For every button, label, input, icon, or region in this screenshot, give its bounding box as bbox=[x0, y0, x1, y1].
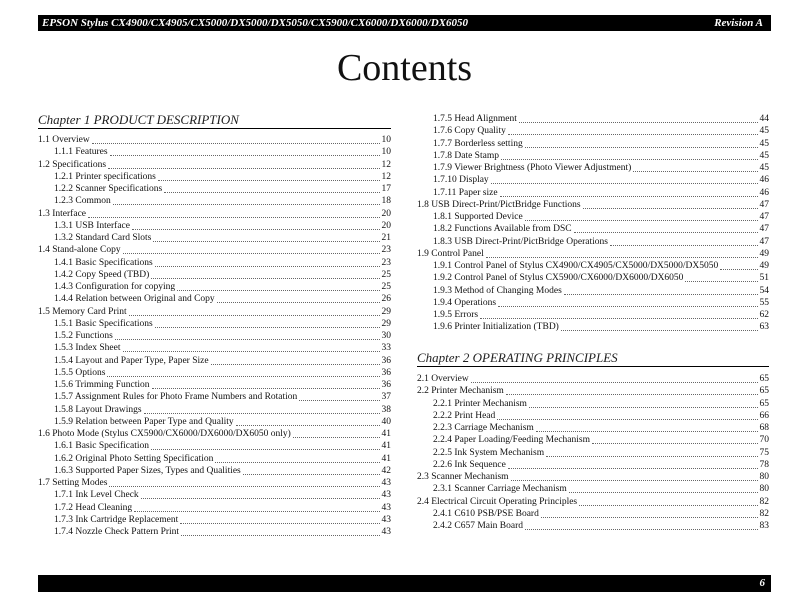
toc-entry-title: 1.8 USB Direct-Print/PictBridge Functions bbox=[417, 199, 581, 210]
toc-entry[interactable] bbox=[417, 223, 769, 235]
toc-entry-page: 68 bbox=[759, 423, 769, 433]
dot-leader bbox=[685, 272, 757, 282]
toc-entry-page: 25 bbox=[381, 282, 391, 292]
toc-entry-title: 2.4 Electrical Circuit Operating Principles bbox=[417, 496, 578, 507]
toc-entry-title: 1.6.3 Supported Paper Sizes, Types and Qualities bbox=[54, 465, 241, 476]
toc-entry-page: 43 bbox=[381, 502, 391, 513]
toc-entry[interactable] bbox=[417, 248, 769, 260]
toc-entry-title: 1.3 Interface bbox=[38, 208, 86, 219]
toc-entry-title: 1.6.2 Original Photo Setting Specification bbox=[54, 453, 214, 464]
toc-entry[interactable] bbox=[38, 489, 391, 501]
toc-entry[interactable] bbox=[417, 398, 769, 410]
toc-entry-page: 65 bbox=[759, 398, 769, 409]
dot-leader bbox=[500, 187, 758, 197]
toc-entry-page: 80 bbox=[759, 484, 769, 495]
toc-entry-title: 2.2.3 Carriage Mechanism bbox=[433, 423, 534, 433]
toc-entry[interactable] bbox=[417, 483, 769, 495]
toc-entry-page: 26 bbox=[381, 294, 391, 305]
toc-entry-page: 29 bbox=[381, 306, 391, 317]
toc-entry[interactable] bbox=[417, 496, 769, 508]
toc-entry[interactable] bbox=[417, 199, 769, 211]
toc-entry-page: 43 bbox=[381, 478, 391, 488]
toc-entry-page: 38 bbox=[381, 404, 391, 415]
toc-entry[interactable] bbox=[417, 174, 769, 186]
dot-leader bbox=[519, 113, 758, 123]
toc-entry[interactable] bbox=[417, 260, 769, 272]
toc-entry[interactable] bbox=[417, 471, 769, 483]
toc-entry[interactable] bbox=[417, 459, 769, 471]
dot-leader bbox=[243, 465, 380, 475]
toc-entry[interactable] bbox=[417, 520, 769, 532]
toc-entry[interactable] bbox=[417, 422, 769, 434]
toc-entry-title: 1.2 Specifications bbox=[38, 159, 107, 170]
header-bar bbox=[38, 15, 771, 31]
toc-entry-title: 1.4.1 Basic Specifications bbox=[54, 257, 153, 268]
toc-entry-page: 12 bbox=[381, 171, 391, 182]
dot-leader bbox=[92, 134, 380, 144]
toc-entry-page: 75 bbox=[759, 447, 769, 458]
toc-entry[interactable] bbox=[417, 434, 769, 446]
toc-entry-title: 2.1 Overview bbox=[417, 374, 469, 384]
toc-entry-title: 1.3.1 USB Interface bbox=[54, 220, 130, 231]
dot-leader bbox=[610, 236, 758, 246]
dot-leader bbox=[177, 281, 379, 291]
toc-entry-title: 2.2.4 Paper Loading/Feeding Mechanism bbox=[433, 435, 590, 446]
toc-entry-title: 1.4.2 Copy Speed (TBD) bbox=[54, 269, 150, 280]
toc-entry[interactable] bbox=[417, 187, 769, 199]
toc-entry-page: 18 bbox=[381, 196, 391, 207]
toc-entry[interactable] bbox=[38, 391, 391, 403]
toc-entry-title: 1.6 Photo Mode (Stylus CX5900/CX6000/DX6000/DX6050 only) bbox=[38, 429, 291, 439]
toc-entry-page: 44 bbox=[759, 114, 769, 124]
dot-leader bbox=[497, 410, 757, 420]
toc-entry-page: 51 bbox=[759, 273, 769, 284]
dot-leader bbox=[236, 416, 380, 426]
toc-entry-page: 36 bbox=[381, 380, 391, 390]
toc-entry[interactable] bbox=[38, 183, 391, 195]
dot-leader bbox=[113, 195, 380, 205]
toc-entry-page: 49 bbox=[759, 261, 769, 271]
chapter2-heading: Chapter 2 OPERATING PRINCIPLES bbox=[417, 350, 769, 367]
toc-entry-page: 45 bbox=[759, 163, 769, 173]
toc-entry[interactable] bbox=[38, 526, 391, 538]
toc-entry-page: 40 bbox=[381, 416, 391, 427]
toc-entry[interactable] bbox=[38, 293, 391, 305]
footer-bar bbox=[38, 575, 771, 592]
toc-entry-title: 1.9.4 Operations bbox=[433, 297, 497, 308]
toc-entry[interactable] bbox=[417, 138, 769, 150]
toc-entry[interactable] bbox=[38, 257, 391, 269]
toc-entry-title: 1.5.5 Options bbox=[54, 367, 106, 378]
dot-leader bbox=[110, 146, 380, 156]
dot-leader bbox=[217, 293, 380, 303]
toc-entry-title: 1.5.2 Functions bbox=[54, 331, 113, 341]
toc-entry-title: 1.9.5 Errors bbox=[433, 310, 479, 320]
toc-entry-title: 1.9.1 Control Panel of Stylus CX4900/CX4905/CX5000/DX5000/DX5050 bbox=[433, 261, 719, 271]
toc-entry-page: 65 bbox=[759, 386, 769, 397]
dot-leader bbox=[564, 285, 758, 295]
toc-entry-title: 2.3.1 Scanner Carriage Mechanism bbox=[433, 484, 567, 495]
toc-entry-title: 1.4 Stand-alone Copy bbox=[38, 245, 121, 256]
toc-entry-title: 2.2.5 Ink System Mechanism bbox=[433, 447, 545, 458]
toc-entry-title: 1.7 Setting Modes bbox=[38, 478, 108, 488]
dot-leader bbox=[569, 483, 758, 493]
toc-entry-title: 1.5.1 Basic Specifications bbox=[54, 318, 153, 329]
toc-entry[interactable] bbox=[417, 125, 769, 137]
toc-entry[interactable] bbox=[38, 440, 391, 452]
toc-entry-page: 25 bbox=[381, 269, 391, 280]
toc-entry[interactable] bbox=[417, 113, 769, 125]
dot-leader bbox=[592, 434, 758, 444]
toc-entry-title: 1.2.2 Scanner Specifications bbox=[54, 184, 163, 194]
toc-entry-page: 20 bbox=[381, 220, 391, 231]
dot-leader bbox=[498, 297, 757, 307]
dot-leader bbox=[141, 489, 380, 499]
toc-entry-page: 45 bbox=[759, 126, 769, 137]
toc-entry-title: 1.6.1 Basic Specification bbox=[54, 441, 149, 452]
dot-leader bbox=[134, 502, 379, 512]
toc-entry-page: 82 bbox=[759, 508, 769, 519]
toc-entry[interactable] bbox=[417, 321, 769, 333]
dot-leader bbox=[583, 199, 758, 209]
toc-entry-title: 1.7.2 Head Cleaning bbox=[54, 502, 133, 513]
toc-entry-page: 21 bbox=[381, 233, 391, 243]
toc-entry-title: 1.7.4 Nozzle Check Pattern Print bbox=[54, 527, 180, 537]
toc-entry-page: 63 bbox=[759, 322, 769, 333]
dot-leader bbox=[115, 330, 380, 340]
toc-entry[interactable] bbox=[38, 477, 391, 489]
toc-entry-title: 1.1.1 Features bbox=[54, 147, 108, 158]
toc-entry-page: 78 bbox=[759, 459, 769, 470]
toc-entry-page: 41 bbox=[381, 441, 391, 452]
toc-entry-title: 1.8.1 Supported Device bbox=[433, 212, 523, 222]
dot-leader bbox=[123, 244, 380, 254]
header-model-title: EPSON Stylus CX4900/CX4905/CX5000/DX5000/DX5050/CX5900/CX6000/DX6000/DX6050 bbox=[42, 17, 469, 29]
dot-leader bbox=[541, 508, 758, 518]
toc-entry-page: 47 bbox=[759, 224, 769, 235]
toc-entry-page: 41 bbox=[381, 429, 391, 439]
dot-leader bbox=[511, 471, 758, 481]
dot-leader bbox=[486, 248, 758, 258]
toc-entry[interactable] bbox=[417, 150, 769, 162]
toc-entry[interactable] bbox=[38, 514, 391, 526]
dot-leader bbox=[181, 526, 379, 536]
toc-entry-title: 1.5.6 Trimming Function bbox=[54, 380, 150, 390]
toc-entry-title: 1.2.1 Printer specifications bbox=[54, 171, 156, 182]
toc-entry-title: 2.2.6 Ink Sequence bbox=[433, 459, 506, 470]
toc-entry-title: 1.5.4 Layout and Paper Type, Paper Size bbox=[54, 355, 209, 366]
dot-leader bbox=[215, 453, 379, 463]
toc-entry[interactable] bbox=[38, 428, 391, 440]
toc-entry-page: 30 bbox=[381, 331, 391, 341]
toc-entry-page: 82 bbox=[759, 496, 769, 507]
dot-leader bbox=[546, 447, 757, 457]
toc-entry-title: 1.7.9 Viewer Brightness (Photo Viewer Adjustment) bbox=[433, 163, 632, 173]
dot-leader bbox=[720, 260, 757, 270]
toc-entry-page: 45 bbox=[759, 138, 769, 149]
toc-entry[interactable] bbox=[38, 355, 391, 367]
toc-entry[interactable] bbox=[417, 508, 769, 520]
toc-entry-page: 54 bbox=[759, 285, 769, 296]
dot-leader bbox=[293, 428, 380, 438]
toc-entry[interactable] bbox=[417, 162, 769, 174]
dot-leader bbox=[158, 171, 380, 181]
toc-entry-title: 2.3 Scanner Mechanism bbox=[417, 472, 509, 482]
toc-entry[interactable] bbox=[417, 410, 769, 422]
dot-leader bbox=[633, 162, 757, 172]
toc-entry-title: 1.5.8 Layout Drawings bbox=[54, 404, 142, 415]
dot-leader bbox=[471, 373, 758, 383]
toc-entry-title: 1.3.2 Standard Card Slots bbox=[54, 233, 152, 243]
toc-entry-page: 33 bbox=[381, 343, 391, 354]
toc-entry-page: 23 bbox=[381, 245, 391, 256]
toc-entry-title: 1.5.3 Index Sheet bbox=[54, 343, 121, 354]
toc-entry[interactable] bbox=[417, 272, 769, 284]
toc-entry-page: 10 bbox=[381, 147, 391, 158]
dot-leader bbox=[108, 159, 379, 169]
toc-entry-title: 1.8.3 USB Direct-Print/PictBridge Operations bbox=[433, 236, 608, 247]
page-title: Contents bbox=[336, 47, 473, 89]
toc-entry-title: 1.1 Overview bbox=[38, 135, 90, 145]
dot-leader bbox=[525, 520, 758, 530]
toc-entry-page: 45 bbox=[759, 150, 769, 161]
dot-leader bbox=[480, 309, 757, 319]
toc-entry[interactable] bbox=[38, 379, 391, 391]
toc-entry-page: 47 bbox=[759, 236, 769, 247]
chapter1-heading: Chapter 1 PRODUCT DESCRIPTION bbox=[38, 112, 391, 129]
toc-entry[interactable] bbox=[417, 236, 769, 248]
toc-entry[interactable] bbox=[38, 342, 391, 354]
toc-entry[interactable] bbox=[38, 306, 391, 318]
dot-leader bbox=[579, 496, 757, 506]
toc-entry-title: 1.9.6 Printer Initialization (TBD) bbox=[433, 322, 559, 333]
dot-leader bbox=[529, 398, 758, 408]
toc-entry-page: 55 bbox=[759, 297, 769, 308]
toc-entry-page: 46 bbox=[759, 187, 769, 198]
dot-leader bbox=[506, 385, 758, 395]
toc-entry-page: 47 bbox=[759, 199, 769, 210]
toc-entry[interactable] bbox=[417, 385, 769, 397]
toc-entry[interactable] bbox=[38, 220, 391, 232]
toc-entry-page: 41 bbox=[381, 453, 391, 464]
dot-leader bbox=[211, 355, 380, 365]
toc-entry-title: 1.4.3 Configuration for copying bbox=[54, 282, 176, 292]
toc-entry-page: 43 bbox=[381, 490, 391, 501]
dot-leader bbox=[129, 306, 380, 316]
dot-leader bbox=[151, 269, 379, 279]
dot-leader bbox=[164, 183, 379, 193]
toc-entry[interactable] bbox=[417, 297, 769, 309]
toc-entry[interactable] bbox=[38, 146, 391, 158]
toc-entry-title: 1.2.3 Common bbox=[54, 196, 111, 207]
dot-leader bbox=[508, 125, 758, 135]
toc-entry-title: 1.7.8 Date Stamp bbox=[433, 150, 499, 161]
dot-leader bbox=[299, 391, 379, 401]
toc-entry[interactable] bbox=[38, 502, 391, 514]
page-number: 6 bbox=[759, 577, 765, 589]
toc-entry[interactable] bbox=[38, 159, 391, 171]
toc-entry-page: 80 bbox=[759, 472, 769, 482]
dot-leader bbox=[151, 440, 380, 450]
toc-entry-title: 1.5.9 Relation between Paper Type and Quality bbox=[54, 416, 234, 427]
toc-entry[interactable] bbox=[38, 232, 391, 244]
dot-leader bbox=[88, 208, 380, 218]
toc-entry-page: 49 bbox=[759, 248, 769, 259]
toc-entry[interactable] bbox=[417, 309, 769, 321]
dot-leader bbox=[525, 211, 758, 221]
toc-entry[interactable] bbox=[38, 195, 391, 207]
toc-entry[interactable] bbox=[38, 318, 391, 330]
toc-entry-page: 46 bbox=[759, 175, 769, 186]
toc-entry-page: 12 bbox=[381, 159, 391, 170]
toc-entry-title: 1.7.5 Head Alignment bbox=[433, 114, 517, 124]
toc-entry-page: 36 bbox=[381, 355, 391, 366]
toc-entry-title: 1.8.2 Functions Available from DSC bbox=[433, 224, 572, 235]
dot-leader bbox=[144, 404, 380, 414]
toc-entry[interactable] bbox=[38, 330, 391, 342]
toc-entry[interactable] bbox=[38, 367, 391, 379]
toc-entry[interactable] bbox=[38, 404, 391, 416]
toc-entry-page: 20 bbox=[381, 208, 391, 219]
header-revision: Revision A bbox=[714, 17, 763, 29]
dot-leader bbox=[153, 232, 379, 242]
dot-leader bbox=[107, 367, 379, 377]
toc-entry-page: 62 bbox=[759, 310, 769, 320]
toc-entry-page: 66 bbox=[759, 410, 769, 421]
dot-leader bbox=[491, 174, 758, 184]
toc-entry-title: 1.5 Memory Card Print bbox=[38, 306, 127, 317]
toc-entry-title: 1.5.7 Assignment Rules for Photo Frame Numbers and Rotation bbox=[54, 392, 298, 403]
toc-entry[interactable] bbox=[38, 269, 391, 281]
dot-leader bbox=[501, 150, 758, 160]
toc-entry-title: 1.9 Control Panel bbox=[417, 248, 484, 259]
toc-entry-page: 10 bbox=[381, 135, 391, 145]
dot-leader bbox=[508, 459, 758, 469]
dot-leader bbox=[574, 223, 758, 233]
toc-entry-page: 36 bbox=[381, 367, 391, 378]
toc-entry[interactable] bbox=[38, 134, 391, 146]
toc-entry-page: 29 bbox=[381, 318, 391, 329]
toc-entry-page: 23 bbox=[381, 257, 391, 268]
toc-entry-title: 2.4.2 C657 Main Board bbox=[433, 521, 523, 531]
dot-leader bbox=[536, 422, 758, 432]
toc-entry-page: 17 bbox=[381, 184, 391, 194]
toc-entry-title: 2.2.1 Printer Mechanism bbox=[433, 398, 527, 409]
toc-entry[interactable] bbox=[38, 171, 391, 183]
dot-leader bbox=[109, 477, 379, 487]
toc-entry-title: 2.2 Printer Mechanism bbox=[417, 386, 504, 397]
toc-entry-title: 1.9.3 Method of Changing Modes bbox=[433, 285, 562, 296]
dot-leader bbox=[152, 379, 380, 389]
toc-entry[interactable] bbox=[38, 281, 391, 293]
dot-leader bbox=[155, 257, 380, 267]
toc-entry[interactable] bbox=[417, 211, 769, 223]
dot-leader bbox=[525, 138, 758, 148]
toc-entry[interactable] bbox=[417, 285, 769, 297]
toc-entry[interactable] bbox=[38, 453, 391, 465]
toc-entry-page: 83 bbox=[759, 521, 769, 531]
toc-entry-title: 2.2.2 Print Head bbox=[433, 410, 496, 421]
toc-entry-title: 1.7.1 Ink Level Check bbox=[54, 490, 139, 501]
toc-entry[interactable] bbox=[417, 447, 769, 459]
toc-entry-title: 1.7.11 Paper size bbox=[433, 187, 498, 198]
toc-entry[interactable] bbox=[38, 416, 391, 428]
dot-leader bbox=[561, 321, 758, 331]
dot-leader bbox=[180, 514, 379, 524]
dot-leader bbox=[155, 318, 380, 328]
toc-entry[interactable] bbox=[38, 208, 391, 220]
toc-entry-title: 1.4.4 Relation between Original and Copy bbox=[54, 294, 215, 305]
toc-entry[interactable] bbox=[417, 373, 769, 385]
toc-entry-page: 47 bbox=[759, 212, 769, 222]
toc-entry-title: 1.7.3 Ink Cartridge Replacement bbox=[54, 514, 179, 525]
toc-entry-page: 65 bbox=[759, 374, 769, 384]
toc-entry[interactable] bbox=[38, 244, 391, 256]
dot-leader bbox=[123, 342, 380, 352]
toc-entry-page: 43 bbox=[381, 527, 391, 537]
toc-entry-page: 37 bbox=[381, 392, 391, 403]
toc-entry-page: 70 bbox=[759, 435, 769, 446]
toc-entry-title: 1.7.7 Borderless setting bbox=[433, 138, 523, 149]
toc-entry-title: 1.7.6 Copy Quality bbox=[433, 126, 506, 137]
toc-entry[interactable] bbox=[38, 465, 391, 477]
toc-entry-page: 43 bbox=[381, 514, 391, 525]
toc-entry-title: 1.7.10 Display bbox=[433, 175, 489, 186]
toc-entry-page: 42 bbox=[381, 465, 391, 476]
toc-entry-title: 2.4.1 C610 PSB/PSE Board bbox=[433, 508, 539, 519]
toc-entry-title: 1.9.2 Control Panel of Stylus CX5900/CX6000/DX6000/DX6050 bbox=[433, 273, 684, 284]
dot-leader bbox=[132, 220, 380, 230]
